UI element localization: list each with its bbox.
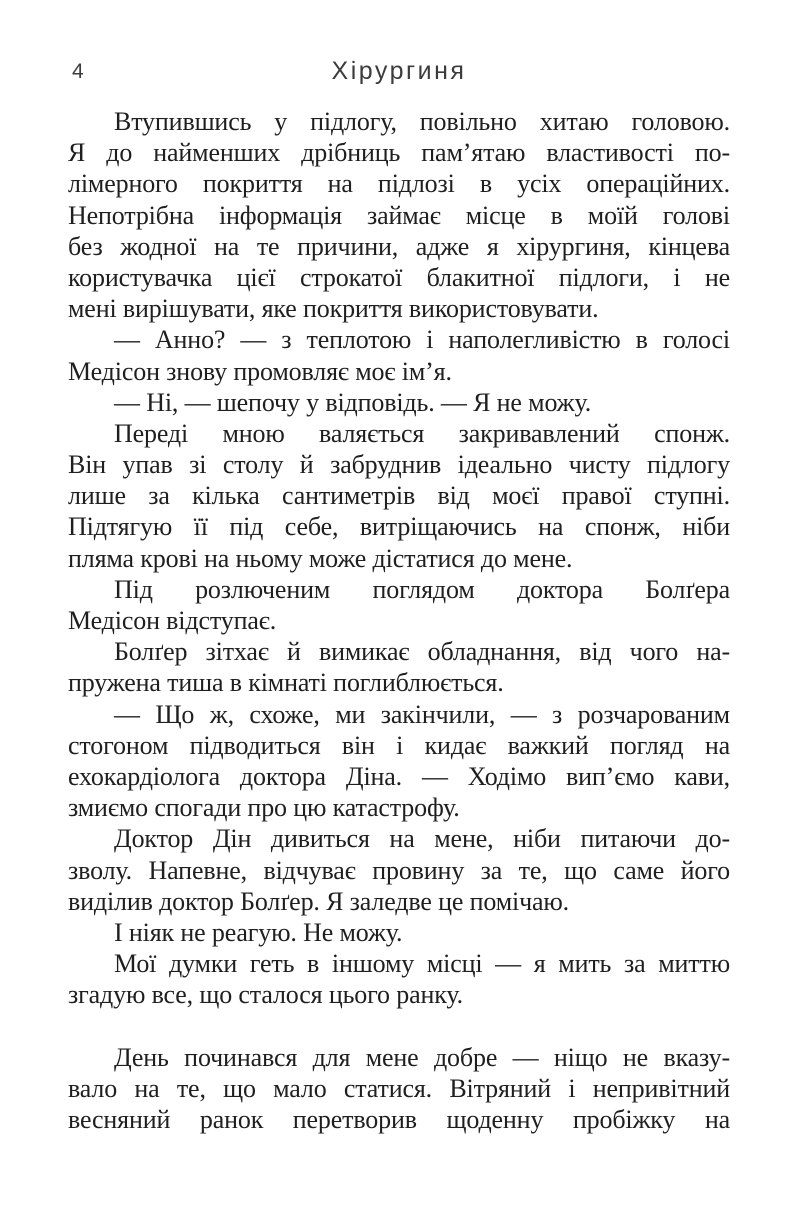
- paragraph: [68, 418, 730, 574]
- paragraph: [68, 917, 730, 948]
- page-header: [68, 57, 730, 85]
- paragraph: [68, 636, 730, 698]
- text-line: лімерного покриття на підлозі в усіх операційних.: [68, 169, 730, 199]
- text-line: Я до найменших дрібниць пам’ятаю властивості по-: [68, 138, 730, 168]
- text-line: без жодної на те причини, адже я хірургиня, кінцева: [68, 231, 730, 261]
- page-number: 4: [72, 60, 84, 83]
- text-line: Медісон знову промовляє моє ім’я.: [68, 356, 452, 386]
- text-line: І ніяк не реагую. Не можу.: [114, 917, 403, 947]
- text-line: — Анно? — з теплотою і наполегливістю в голосі: [114, 325, 730, 355]
- text-line: Підтягую її під себе, витріщаючись на спонж, ніби: [68, 512, 730, 542]
- text-line: стогоном підводиться він і кидає важкий погляд на: [68, 730, 730, 760]
- paragraph: [68, 699, 730, 824]
- text-line: пляма крові на ньому може дістатися до мене.: [68, 543, 573, 573]
- text-line: пружена тиша в кімнаті поглиблюється.: [68, 668, 504, 698]
- text-line: Медісон відступає.: [68, 606, 277, 635]
- text-line: лише за кілька сантиметрів від моєї правої ступні.: [68, 481, 730, 511]
- text-line: — Що ж, схоже, ми закінчили, — з розчарованим: [114, 699, 730, 729]
- paragraph: [68, 574, 730, 636]
- paragraph: [68, 387, 730, 418]
- text-line: виділив доктор Болґер. Я заледве це помічаю.: [68, 886, 570, 916]
- text-line: День починався для мене добре — ніщо не вказу-: [114, 1042, 730, 1072]
- text-line: Переді мною валяється закривавлений спонж.: [114, 418, 730, 448]
- text-line: зволу. Напевне, відчуває провину за те, що саме його: [68, 855, 730, 885]
- text-line: весняний ранок перетворив щоденну пробіжку на: [68, 1105, 730, 1134]
- text-line: Він упав зі столу й забруднив ідеально чисту підлогу: [68, 450, 730, 480]
- text-line: Болґер зітхає й вимикає обладнання, від чого на-: [114, 637, 730, 667]
- text-line: згадую все, що сталося цього ранку.: [68, 980, 463, 1010]
- paragraph: [68, 1042, 730, 1136]
- paragraph: [68, 324, 730, 386]
- text-line: змиємо спогади про цю катастрофу.: [68, 793, 460, 823]
- text-line: користувачка цієї строкатої блакитної підлоги, і не: [68, 262, 730, 292]
- text-line: ехокардіолога доктора Діна. — Ходімо вип’ємо кави,: [68, 761, 730, 791]
- paragraph: [68, 106, 730, 324]
- text-line: вало на те, що мало статися. Вітряний і непривітний: [68, 1073, 730, 1103]
- scene-break-spacer: [68, 1010, 730, 1041]
- text-line: Під розлюченим поглядом доктора Болґера: [114, 574, 730, 604]
- text-line: Мої думки геть в іншому місці — я мить за миттю: [114, 949, 730, 979]
- paragraph: [68, 948, 730, 1010]
- running-title: Хірургиня: [331, 57, 467, 85]
- text-line: мені вирішувати, яке покриття використовувати.: [68, 294, 599, 324]
- text-block: [68, 106, 730, 1135]
- text-line: Втупившись у підлогу, повільно хитаю головою.: [114, 107, 730, 136]
- text-line: — Ні, — шепочу у відповідь. — Я не можу.: [114, 387, 592, 417]
- text-line: Непотрібна інформація займає місце в моїй голові: [68, 200, 730, 230]
- text-line: Доктор Дін дивиться на мене, ніби питаючи до-: [114, 824, 730, 854]
- paragraph: [68, 823, 730, 917]
